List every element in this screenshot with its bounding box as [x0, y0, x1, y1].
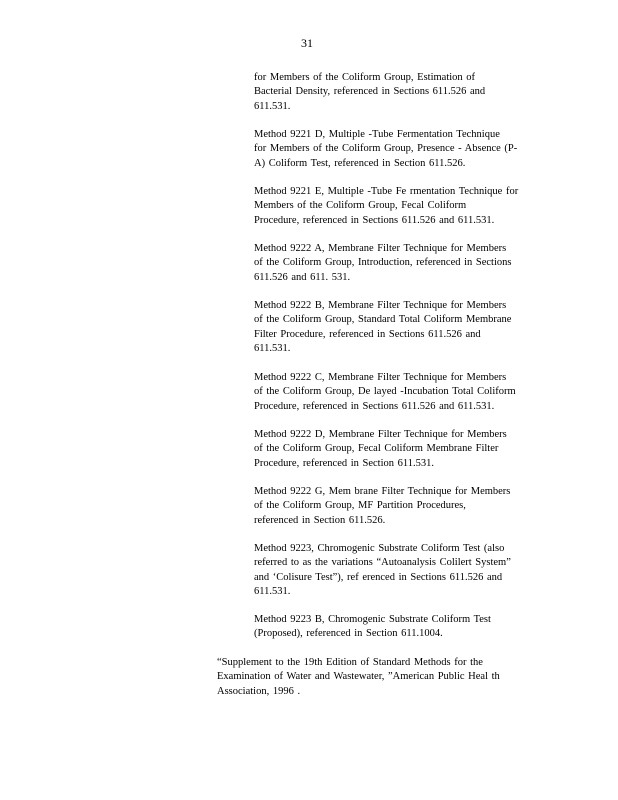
reference-entry: Method 9223, Chromogenic Substrate Coliform Test (also referred to as the variations “Autoanalysis Colilert System” and ‘Colisure Test”), ref erenced in Sections 611.526 and 611.531. [254, 543, 511, 598]
reference-entry: Method 9223 B, Chromogenic Substrate Coliform Test (Proposed), referenced in Section 611.1004. [254, 614, 491, 640]
reference-entry: Method 9222 G, Mem brane Filter Technique for Members of the Coliform Group, MF Partition Procedures, referenced in Section 611.526. [254, 486, 511, 526]
source-citation: “Supplement to the 19th Edition of Standard Methods for the Examination of Water and Wastewater, ”American Public Heal th Association, 1996 . [217, 657, 500, 697]
reference-entry: Method 9221 D, Multiple -Tube Fermentation Technique for Members of the Coliform Group, Presence - Absence (P- A) Coliform Test, referenced in Section 611.526. [254, 129, 518, 169]
reference-entry: Method 9222 B, Membrane Filter Technique for Members of the Coliform Group, Standard Total Coliform Membrane Filter Procedure, referenced in Sections 611.526 and 611.531. [254, 300, 512, 355]
page-number: 31 [301, 36, 313, 50]
reference-entry: Method 9222 C, Membrane Filter Technique for Members of the Coliform Group, De layed -Incubation Total Coliform Procedure, referenced in Sections 611.526 and 611.531. [254, 372, 516, 412]
reference-entry: Method 9222 A, Membrane Filter Technique for Members of the Coliform Group, Introduction, referenced in Sections 611.526 and 611. 531. [254, 243, 512, 283]
reference-entry: Method 9221 E, Multiple -Tube Fe rmentation Technique for Members of the Coliform Group, Fecal Coliform Procedure, referenced in Sections 611.526 and 611.531. [254, 186, 519, 226]
reference-entry: for Members of the Coliform Group, Estimation of Bacterial Density, referenced in Sections 611.526 and 611.531. [254, 72, 486, 112]
reference-entry: Method 9222 D, Membrane Filter Technique for Members of the Coliform Group, Fecal Coliform Membrane Filter Procedure, referenced in Section 611.531. [254, 429, 507, 469]
